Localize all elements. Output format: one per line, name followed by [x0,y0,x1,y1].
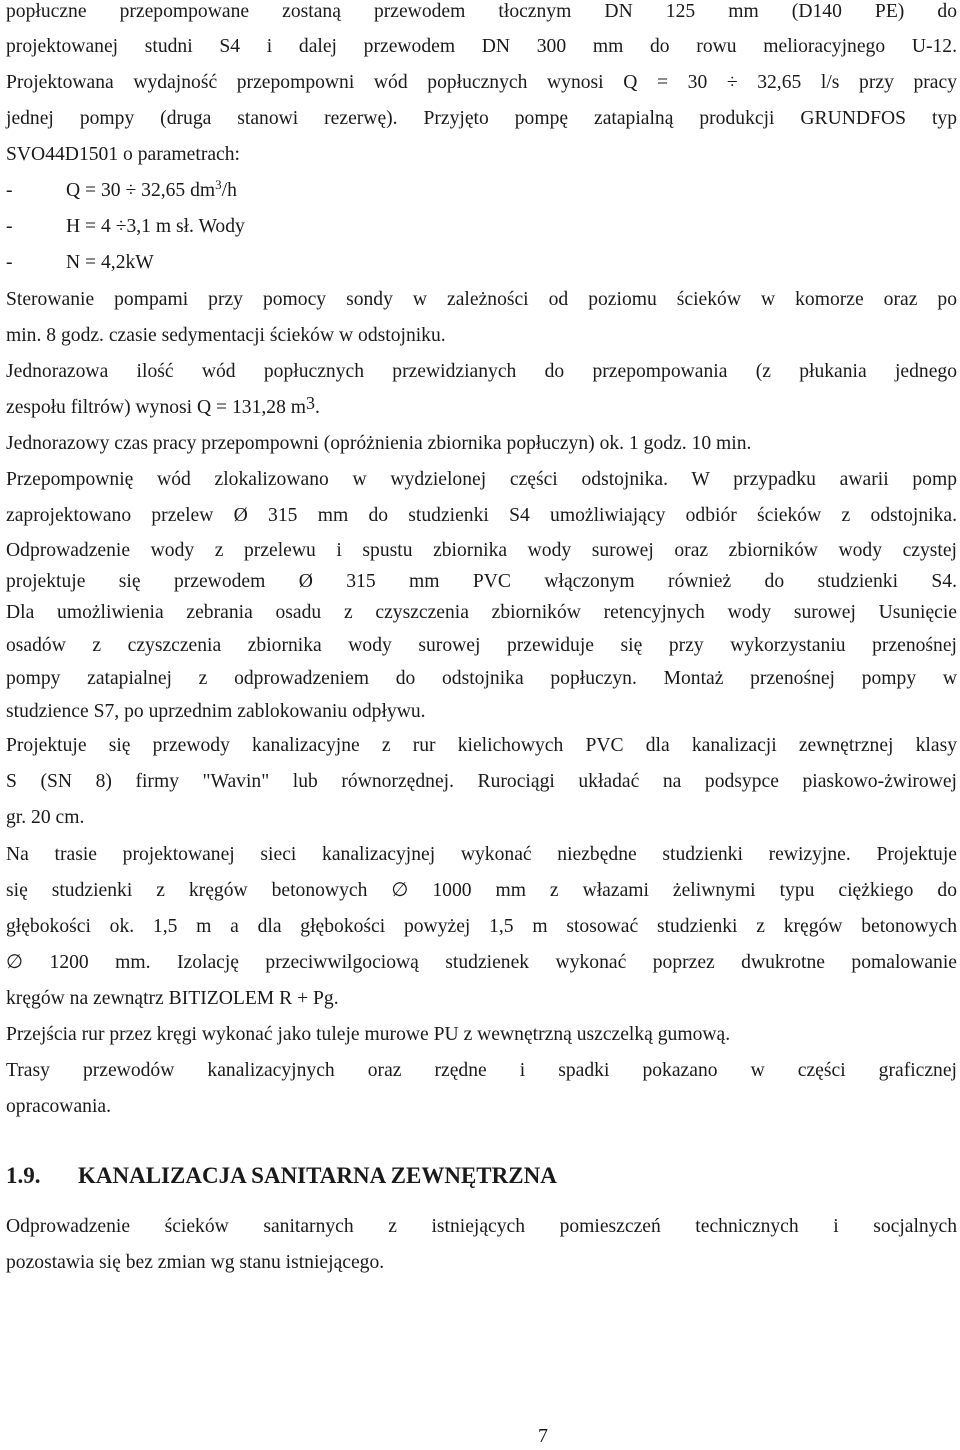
text-line: Projektuje się przewody kanalizacyjne z rur kielichowych PVC dla kanalizacji zewnętrznej klasy [6,735,957,756]
param-flow-unit: /h [221,180,237,201]
list-dash: - [6,216,13,237]
text-line: się studzienki z kręgów betonowych ∅ 1000 mm z włazami żeliwnymi typu ciężkiego do [6,880,957,901]
text-line: S (SN 8) firmy "Wavin" lub równorzędnej. Rurociągi układać na podsypce piaskowo-żwirowej [6,771,957,792]
param-list-item [6,215,957,239]
param-flow: Q = 30 ÷ 32,65 dm [66,180,216,201]
text-line: Dla umożliwienia zebrania osadu z czyszczenia zbiorników retencyjnych wody surowej Usunięcie [6,602,957,623]
text-line: gr. 20 cm. [6,807,85,828]
text-line: SVO44D1501 o parametrach: [6,144,240,165]
text-line: Odprowadzenie ścieków sanitarnych z istniejących pomieszczeń technicznych i socjalnych [6,1216,957,1237]
section-title: KANALIZACJA SANITARNA ZEWNĘTRZNA [78,1163,557,1188]
section-heading [6,1162,557,1190]
superscript: 3 [306,393,316,413]
section-number: 1.9. [6,1163,41,1188]
text-line [6,393,957,420]
list-dash: - [6,180,13,201]
text-line: projektuje się przewodem Ø 315 mm PVC włączonym również do studzienki S4. [6,571,957,592]
text-line: Na trasie projektowanej sieci kanalizacyjnej wykonać niezbędne studzienki rewizyjne. Projektuje [6,844,957,865]
text-line: Przepompownię wód zlokalizowano w wydzielonej części odstojnika. W przypadku awarii pomp [6,469,957,490]
text-line: głębokości ok. 1,5 m a dla głębokości powyżej 1,5 m stosować studzienki z kręgów betonowych [6,916,957,937]
text-line: min. 8 godz. czasie sedymentacji ścieków w odstojniku. [6,325,446,346]
text-line: Trasy przewodów kanalizacyjnych oraz rzędne i spadki pokazano w części graficznej [6,1060,957,1081]
text-line: projektowanej studni S4 i dalej przewodem DN 300 mm do rowu melioracyjnego U-12. [6,36,957,57]
text-segment: . [315,397,320,418]
text-line: popłuczne przepompowane zostaną przewodem tłocznym DN 125 mm (D140 PE) do [6,1,957,22]
superscript: 3 [215,177,222,192]
text-line: zaprojektowano przelew Ø 315 mm do studzienki S4 umożliwiający odbiór ścieków z odstojnika. [6,505,957,526]
param-head: H = 4 ÷3,1 m sł. Wody [66,216,245,237]
text-line: Jednorazowa ilość wód popłucznych przewidzianych do przepompowania (z płukania jednego [6,361,957,382]
page-number: 7 [538,1425,548,1447]
text-line: jednej pompy (druga stanowi rezerwę). Przyjęto pompę zatapialną produkcji GRUNDFOS typ [6,108,957,129]
text-line: osadów z czyszczenia zbiornika wody surowej przewiduje się przy wykorzystaniu przenośnej [6,635,957,656]
text-line: studzience S7, po uprzednim zablokowaniu odpływu. [6,701,426,722]
param-power: N = 4,2kW [66,252,154,273]
text-segment: zespołu filtrów) wynosi Q = 131,28 m [6,397,307,418]
text-line: opracowania. [6,1096,111,1117]
text-line: Odprowadzenie wody z przelewu i spustu zbiornika wody surowej oraz zbiorników wody czystej [6,540,957,561]
text-line: pozostawia się bez zmian wg stanu istniejącego. [6,1252,385,1273]
text-line: ∅ 1200 mm. Izolację przeciwwilgociową studzienek wykonać poprzez dwukrotne pomalowanie [6,952,957,973]
param-list-item [6,179,957,203]
list-dash: - [6,252,13,273]
text-line: pompy zatapialnej z odprowadzeniem do odstojnika popłuczyn. Montaż przenośnej pompy w [6,668,957,689]
text-line: Przejścia rur przez kręgi wykonać jako tuleje murowe PU z wewnętrzną uszczelką gumową. [6,1024,731,1045]
text-line: Jednorazowy czas pracy przepompowni (opróżnienia zbiornika popłuczyn) ok. 1 godz. 10 min. [6,433,752,454]
text-line: kręgów na zewnątrz BITIZOLEM R + Pg. [6,988,339,1009]
text-line: Sterowanie pompami przy pomocy sondy w zależności od poziomu ścieków w komorze oraz po [6,289,957,310]
param-list-item [6,251,957,275]
text-line: Projektowana wydajność przepompowni wód popłucznych wynosi Q = 30 ÷ 32,65 l/s przy pracy [6,72,957,93]
